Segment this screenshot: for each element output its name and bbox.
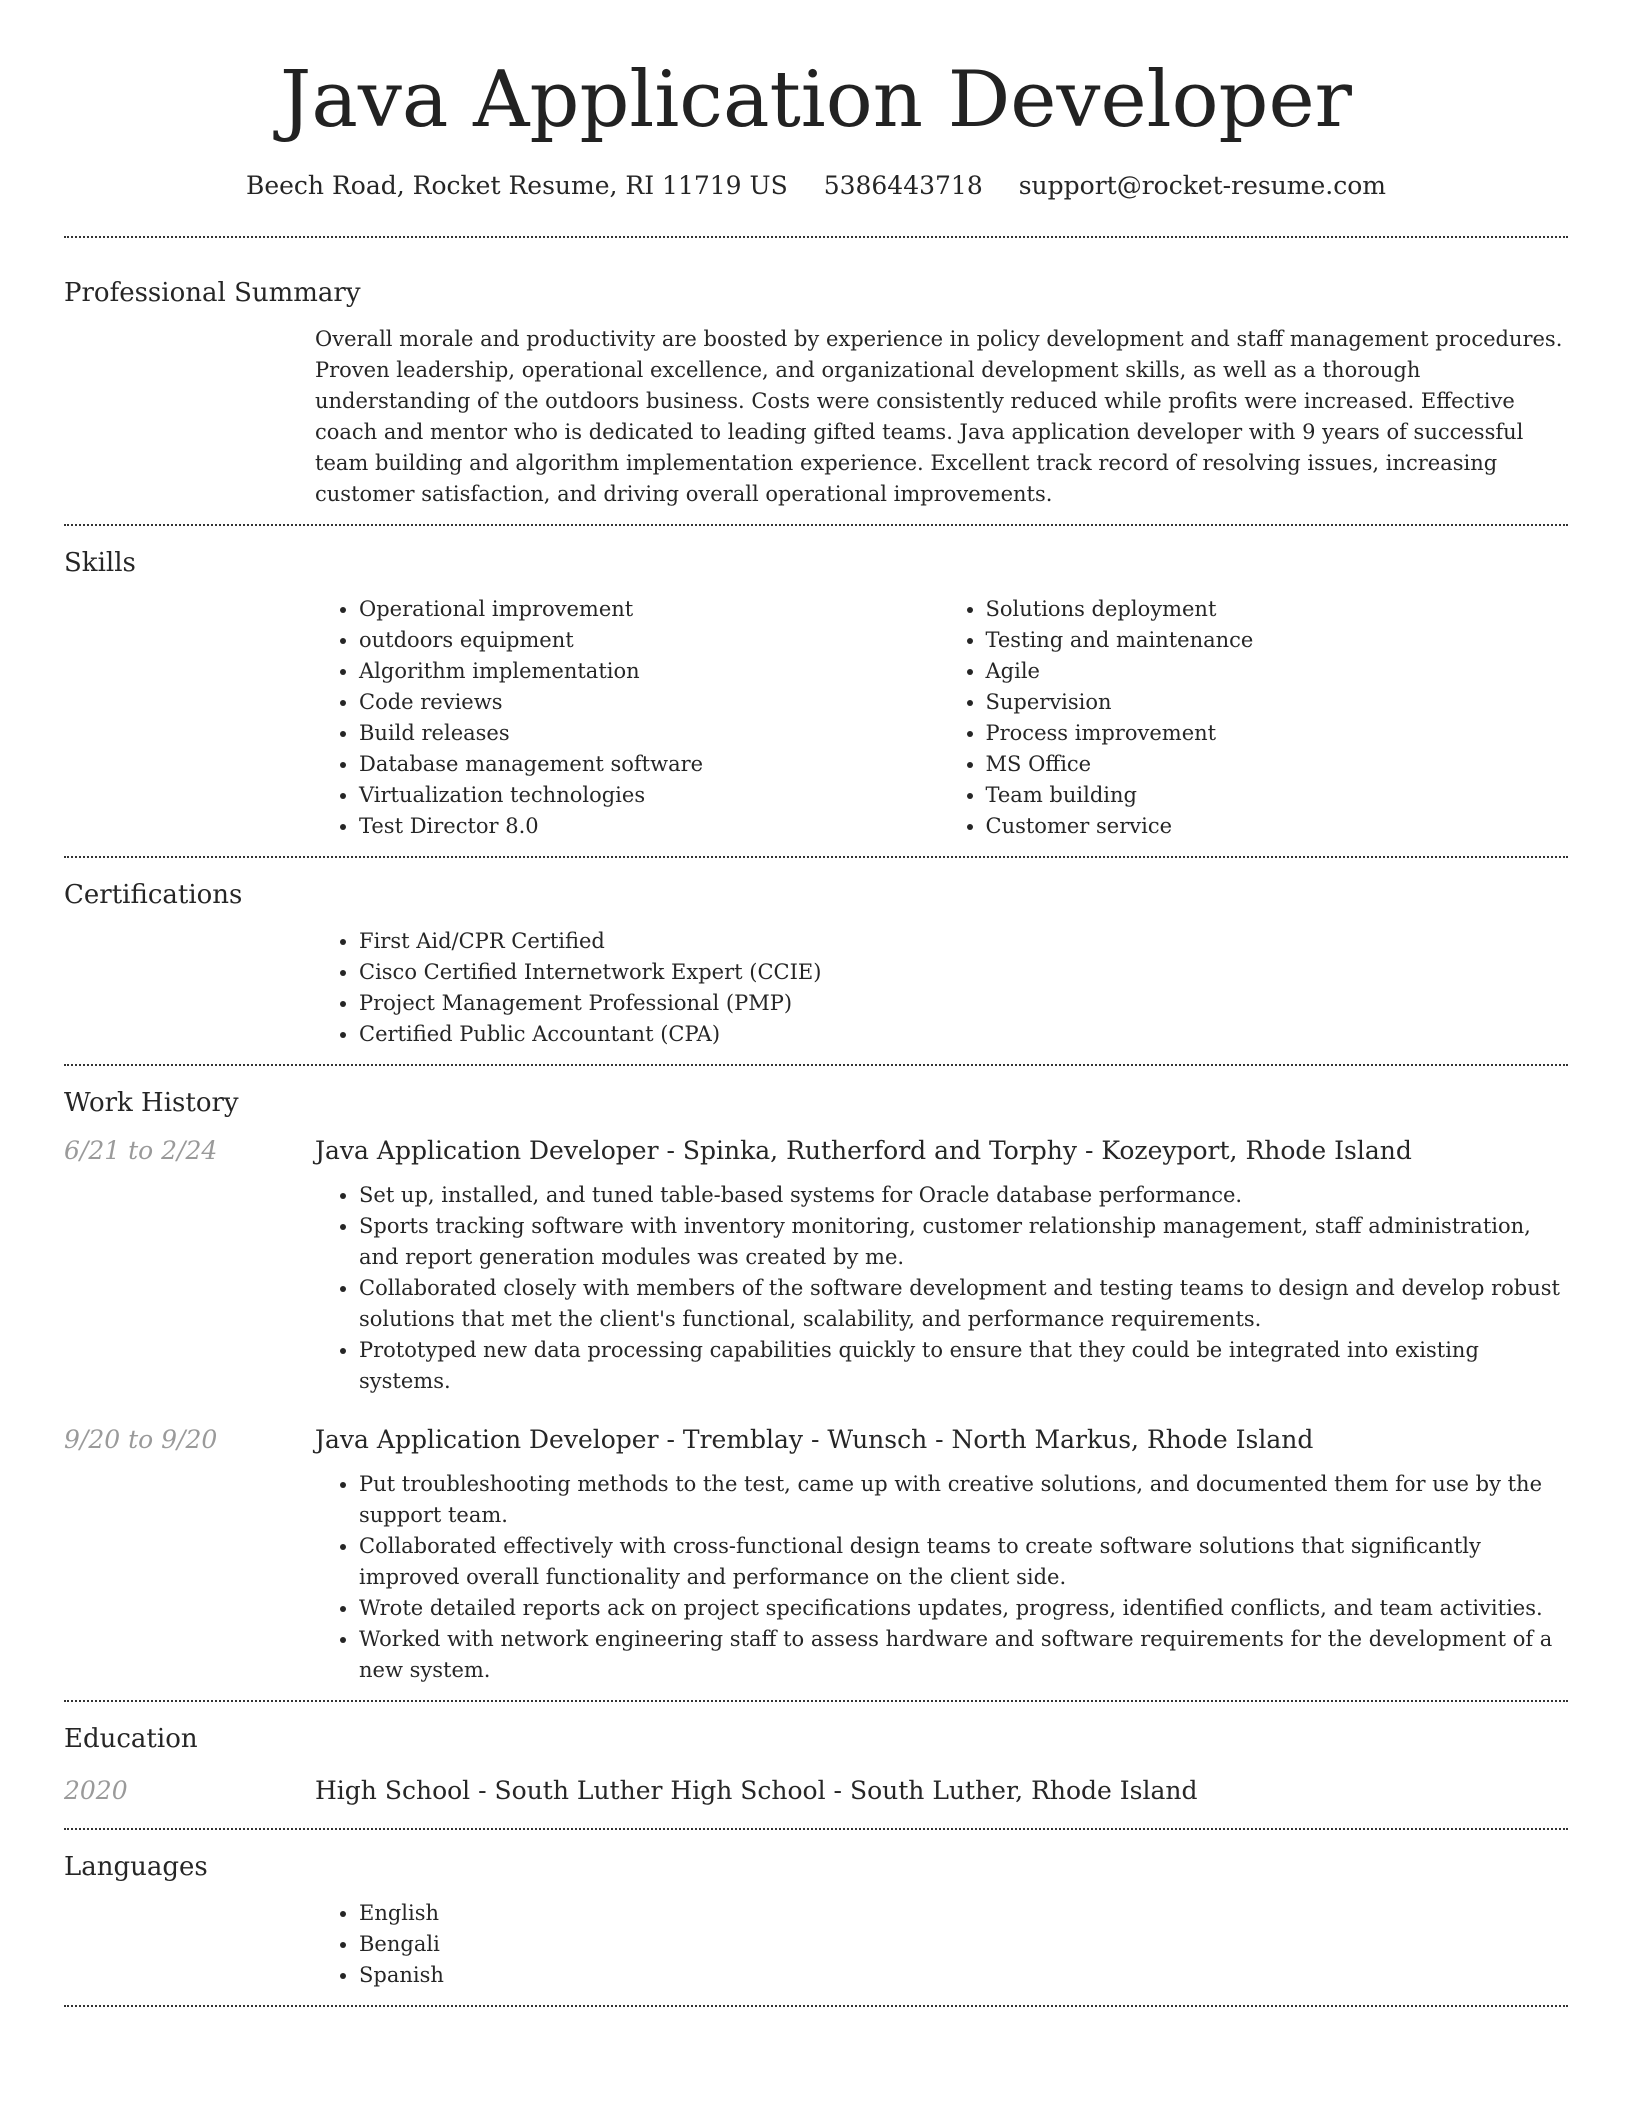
section-title-summary: Professional Summary [64, 278, 361, 308]
section-title-skills: Skills [64, 548, 136, 578]
job-header [64, 1134, 1568, 1168]
contact-line [64, 170, 1568, 202]
skills-section [64, 526, 1568, 856]
job-date: 6/21 to 2/24 [64, 1136, 218, 1165]
job-bullet: • Sports tracking software with inventory monitoring, customer relationship management, staff administration, and report generation modules was created by me. [359, 1211, 1568, 1273]
job-bullets [315, 1469, 1568, 1686]
skill-item: • Process improvement [986, 718, 1569, 749]
contact-address: Beech Road, Rocket Resume, RI 11719 US [245, 171, 788, 200]
skill-item: • Agile [986, 656, 1569, 687]
skill-item: • Build releases [359, 718, 942, 749]
languages-list [315, 1898, 1568, 1991]
job-bullet: • Worked with network engineering staff to assess hardware and software requirements for the development of a new system. [359, 1624, 1568, 1686]
skill-item: • outdoors equipment [359, 625, 942, 656]
job-bullet: • Put troubleshooting methods to the test, came up with creative solutions, and documented them for use by the support team. [359, 1469, 1568, 1531]
candidate-name: Java Application Developer [280, 55, 1352, 145]
divider [64, 2005, 1568, 2007]
certification-item: • First Aid/CPR Certified [359, 926, 1568, 957]
language-item: • Bengali [359, 1929, 1568, 1960]
job-bullet: • Set up, installed, and tuned table-based systems for Oracle database performance. [359, 1180, 1568, 1211]
contact-email: support@rocket-resume.com [1018, 171, 1387, 200]
job-bullet: • Collaborated closely with members of the software development and testing teams to design and develop robust solutions that met the client's functional, scalability, and performance requirements. [359, 1273, 1568, 1335]
education-entry [64, 1774, 1568, 1808]
resume-header [64, 0, 1568, 202]
certifications-content [315, 926, 1568, 1050]
job-title: Java Application Developer - Spinka, Rutherford and Torphy - Kozeyport, Rhode Island [315, 1136, 1412, 1165]
skills-list-right [942, 594, 1569, 842]
section-title-education: Education [64, 1724, 198, 1754]
skill-item: • Solutions deployment [986, 594, 1569, 625]
job-bullets [315, 1180, 1568, 1397]
education-title: High School - South Luther High School - South Luther, Rhode Island [315, 1776, 1198, 1805]
contact-phone: 5386443718 [823, 171, 983, 200]
work-section [64, 1066, 1568, 1700]
job-header [64, 1423, 1568, 1457]
skill-item: • Customer service [986, 811, 1569, 842]
job-entry [64, 1134, 1568, 1397]
summary-section [64, 238, 1568, 524]
summary-text: Overall morale and productivity are boosted by experience in policy development and staff management procedures. Proven leadership, operational excellence, and organizational development skills, as well as a thorough understanding of the outdoors business. Costs were consistently reduced while profits were increased. Effective coach and mentor who is dedicated to leading gifted teams. Java application developer with 9 years of successful team building and algorithm implementation experience. Excellent track record of resolving issues, increasing customer satisfaction, and driving overall operational improvements. [315, 327, 1563, 506]
skill-item: • Database management software [359, 749, 942, 780]
skill-item: • Test Director 8.0 [359, 811, 942, 842]
skill-item: • Virtualization technologies [359, 780, 942, 811]
job-title: Java Application Developer - Tremblay - Wunsch - North Markus, Rhode Island [315, 1425, 1314, 1454]
languages-content [315, 1898, 1568, 1991]
job-entry [64, 1423, 1568, 1686]
education-date: 2020 [64, 1776, 128, 1805]
language-item: • English [359, 1898, 1568, 1929]
certification-item: • Cisco Certified Internetwork Expert (CCIE) [359, 957, 1568, 988]
certification-item: • Project Management Professional (PMP) [359, 988, 1568, 1019]
skill-item: • Supervision [986, 687, 1569, 718]
summary-content [315, 324, 1568, 510]
section-title-work: Work History [64, 1088, 239, 1118]
certifications-list [315, 926, 1568, 1050]
certification-item: • Certified Public Accountant (CPA) [359, 1019, 1568, 1050]
job-bullet: • Prototyped new data processing capabilities quickly to ensure that they could be integrated into existing systems. [359, 1335, 1568, 1397]
section-title-languages: Languages [64, 1852, 208, 1882]
skills-list-left [315, 594, 942, 842]
skills-columns [315, 594, 1568, 842]
job-bullet: • Wrote detailed reports ack on project specifications updates, progress, identified conflicts, and team activities. [359, 1593, 1568, 1624]
skill-item: • Code reviews [359, 687, 942, 718]
languages-section [64, 1830, 1568, 2005]
skill-item: • Testing and maintenance [986, 625, 1569, 656]
certifications-section [64, 858, 1568, 1064]
skill-item: • Operational improvement [359, 594, 942, 625]
job-bullet-list [315, 1180, 1568, 1397]
job-bullet: • Collaborated effectively with cross-functional design teams to create software solutions that significantly improved overall functionality and performance on the client side. [359, 1531, 1568, 1593]
skill-item: • MS Office [986, 749, 1569, 780]
skill-item: • Team building [986, 780, 1569, 811]
skill-item: • Algorithm implementation [359, 656, 942, 687]
language-item: • Spanish [359, 1960, 1568, 1991]
section-title-certifications: Certifications [64, 880, 243, 910]
job-bullet-list [315, 1469, 1568, 1686]
job-date: 9/20 to 9/20 [64, 1425, 218, 1454]
education-section [64, 1702, 1568, 1828]
